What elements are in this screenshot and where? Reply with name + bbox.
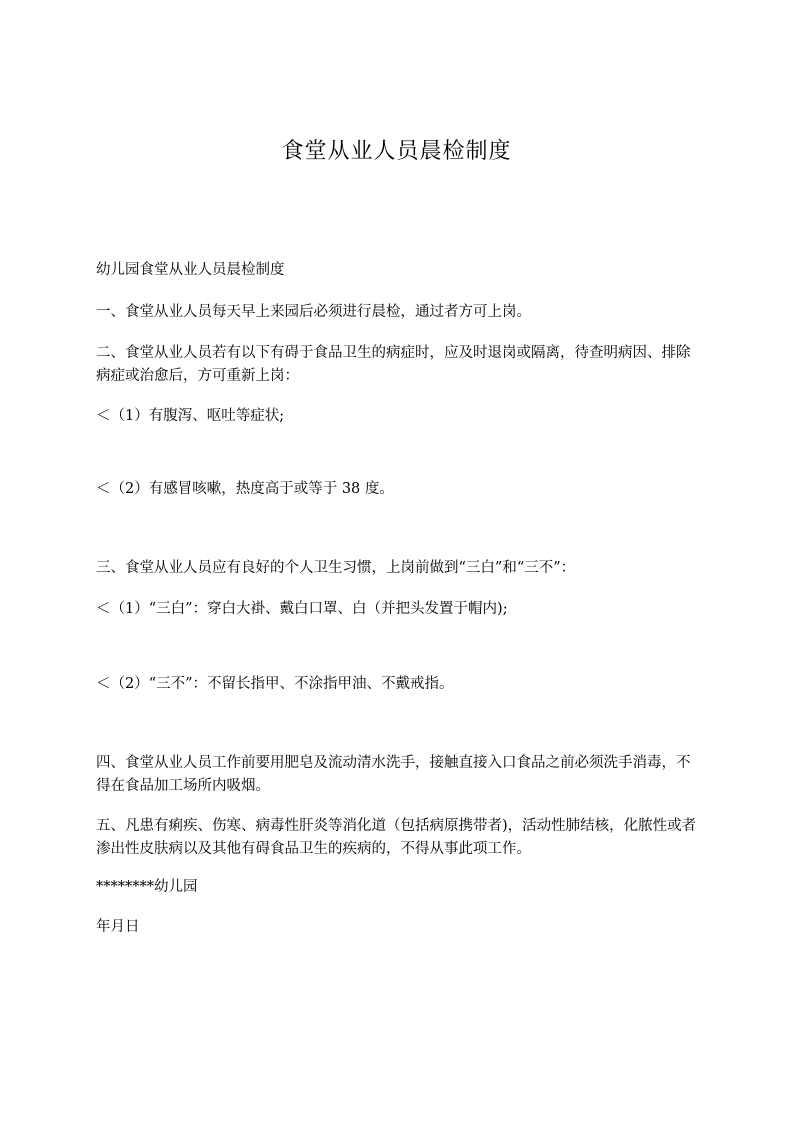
document-title: 食堂从业人员晨检制度 xyxy=(281,139,512,164)
paragraph-rule-5: 五、凡患有痢疾、伤寒、病毒性肝炎等消化道（包括病原携带者)，活动性肺结核，化脓性或者渗出性皮肤病以及其他有碍食品卫生的疾病的，不得从事此项工作。 xyxy=(96,818,697,857)
paragraph-rule-1: 一、食堂从业人员每天早上来园后必须进行晨检，通过者方可上岗。 xyxy=(96,304,531,320)
paragraph-rule-4: 四、食堂从业人员工作前要用肥皂及流动清水洗手，接触直接入口食品之前必须洗手消毒，不得在食品加工场所内吸烟。 xyxy=(96,755,691,794)
signature-organization: ********幼儿园 xyxy=(96,879,198,895)
paragraph-rule-2-item-2: ＜（2）有感冒咳嗽，热度高于或等于 38 度。 xyxy=(96,481,394,497)
paragraph-rule-2-item-1: ＜（1）有腹泻、呕吐等症状; xyxy=(96,408,285,424)
paragraph-rule-3: 三、食堂从业人员应有良好的个人卫生习惯，上岗前做到“三白”和“三不”： xyxy=(96,560,576,576)
paragraph-subtitle: 幼儿园食堂从业人员晨检制度 xyxy=(96,262,285,278)
signature-date: 年月日 xyxy=(96,919,140,935)
paragraph-rule-3-item-1: ＜（1）“三白”：穿白大褂、戴白口罩、白（并把头发置于帽内); xyxy=(96,601,508,617)
paragraph-rule-2: 二、食堂从业人员若有以下有碍于食品卫生的病症时，应及时退岗或隔离，待查明病因、排除病症或治愈后，方可重新上岗： xyxy=(96,345,691,384)
paragraph-rule-3-item-2: ＜（2）“三不”：不留长指甲、不涂指甲油、不戴戒指。 xyxy=(96,676,454,692)
